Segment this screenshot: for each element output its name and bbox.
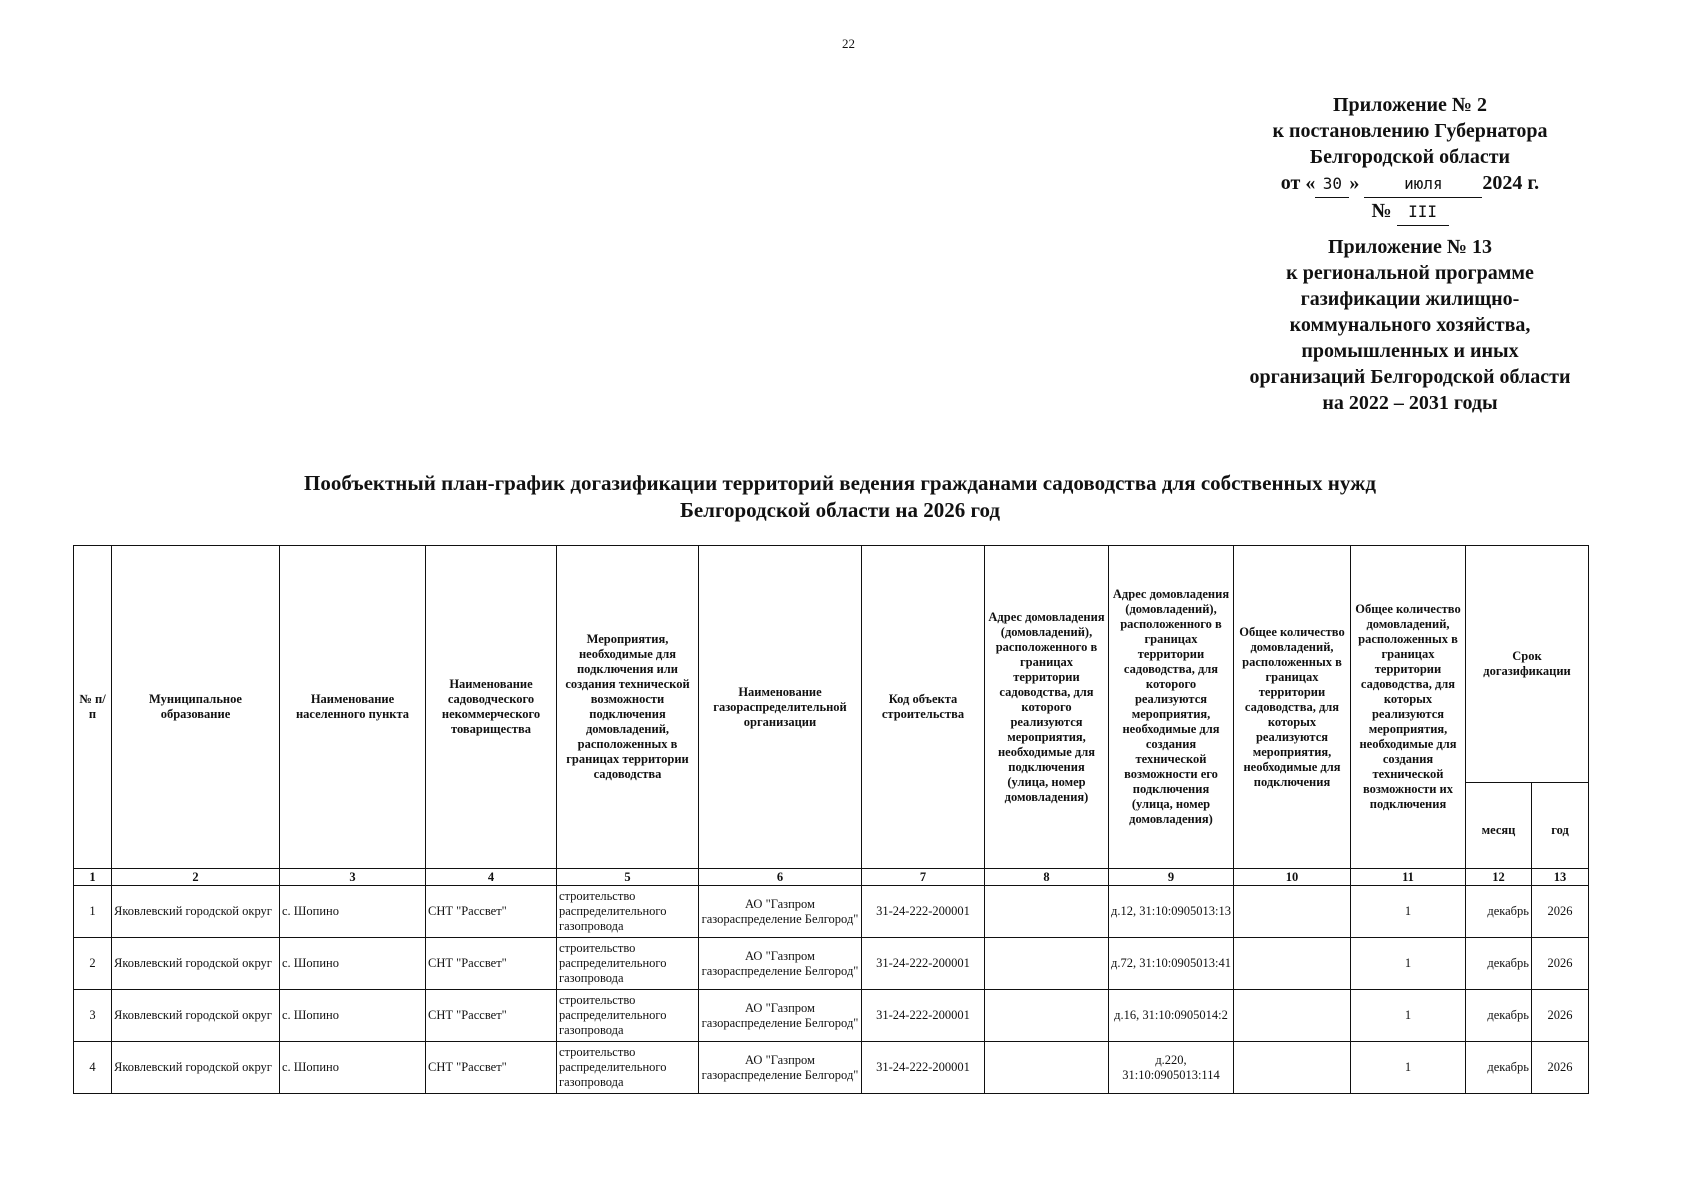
column-number: 1 xyxy=(74,869,112,886)
header-code: Код объекта строительства xyxy=(862,546,985,869)
appendix-date xyxy=(1200,170,1620,198)
column-number: 4 xyxy=(426,869,557,886)
column-number: 7 xyxy=(862,869,985,886)
appendix-line: к постановлению Губернатора xyxy=(1272,120,1548,142)
cell-code: 31-24-222-200001 xyxy=(862,990,985,1042)
title-line-2: Белгородской области на 2026 год xyxy=(679,498,1001,522)
cell-address-tech: д.220, 31:10:0905013:114 xyxy=(1109,1042,1234,1094)
cell-settlement: с. Шопино xyxy=(280,1042,426,1094)
cell-settlement: с. Шопино xyxy=(280,938,426,990)
header-address-tech: Адрес домовладения (домовладений), расположенного в границах территории садоводства, для которого реализуются мероприятия, необходимые для создания технической возможности его подключения (улица, номер домовладения) xyxy=(1109,546,1234,869)
header-total-tech: Общее количество домовладений, расположенных в границах территории садоводства, для которых реализуются мероприятия, необходимые для создания технической возможности их подключения xyxy=(1351,546,1466,869)
header-address-connect: Адрес домовладения (домовладений), расположенного в границах территории садоводства, для которого реализуются мероприятия, необходимые для подключения (улица, номер домовладения) xyxy=(985,546,1109,869)
column-number: 10 xyxy=(1234,869,1351,886)
header-deadline: Срок догазификации xyxy=(1466,546,1589,783)
cell-code: 31-24-222-200001 xyxy=(862,938,985,990)
header-month: месяц xyxy=(1466,783,1532,869)
cell-address-connect xyxy=(985,938,1109,990)
appendix-title: Приложение № 2 xyxy=(1332,94,1488,116)
cell-gas-org: АО "Газпром газораспределение Белгород" xyxy=(699,1042,862,1094)
cell-snt: СНТ "Рассвет" xyxy=(426,1042,557,1094)
cell-municipality: Яковлевский городской округ xyxy=(112,1042,280,1094)
cell-month: декабрь xyxy=(1466,938,1532,990)
cell-address-tech: д.72, 31:10:0905013:41 xyxy=(1109,938,1234,990)
title-line-1: Пообъектный план-график догазификации территорий ведения гражданами садоводства для собственных нужд xyxy=(304,471,1376,495)
cell-measures: строительство распределительного газопровода xyxy=(557,938,699,990)
cell-month: декабрь xyxy=(1466,1042,1532,1094)
header-measures: Мероприятия, необходимые для подключения или создания технической возможности подключения домовладений, расположенных в границах территории садоводства xyxy=(557,546,699,869)
cell-total-tech: 1 xyxy=(1351,886,1466,938)
cell-num: 2 xyxy=(74,938,112,990)
date-prefix: от « xyxy=(1280,172,1316,194)
header-row xyxy=(74,546,1589,783)
column-number: 6 xyxy=(699,869,862,886)
cell-municipality: Яковлевский городской округ xyxy=(112,886,280,938)
cell-measures: строительство распределительного газопровода xyxy=(557,1042,699,1094)
header-municipality: Муниципальное образование xyxy=(112,546,280,869)
column-number: 8 xyxy=(985,869,1109,886)
cell-total-connect xyxy=(1234,990,1351,1042)
cell-gas-org: АО "Газпром газораспределение Белгород" xyxy=(699,938,862,990)
number-value: III xyxy=(1397,199,1449,226)
column-number-row xyxy=(74,869,1589,886)
program-line: к региональной программе xyxy=(1286,262,1534,284)
cell-address-tech: д.12, 31:10:0905013:13 xyxy=(1109,886,1234,938)
number-prefix: № xyxy=(1371,200,1392,222)
program-line: промышленных и иных xyxy=(1301,340,1519,362)
cell-address-connect xyxy=(985,1042,1109,1094)
cell-month: декабрь xyxy=(1466,990,1532,1042)
program-line: газификации жилищно- xyxy=(1300,288,1520,310)
date-mid: » xyxy=(1349,172,1360,194)
cell-total-tech: 1 xyxy=(1351,990,1466,1042)
page-number: 22 xyxy=(842,36,855,51)
cell-address-tech: д.16, 31:10:0905014:2 xyxy=(1109,990,1234,1042)
document-title xyxy=(200,470,1480,524)
cell-measures: строительство распределительного газопровода xyxy=(557,990,699,1042)
cell-year: 2026 xyxy=(1532,886,1589,938)
cell-total-connect xyxy=(1234,1042,1351,1094)
cell-snt: СНТ "Рассвет" xyxy=(426,886,557,938)
gasification-schedule-table xyxy=(73,545,1589,1094)
cell-year: 2026 xyxy=(1532,1042,1589,1094)
column-number: 2 xyxy=(112,869,280,886)
column-number: 5 xyxy=(557,869,699,886)
cell-month: декабрь xyxy=(1466,886,1532,938)
cell-measures: строительство распределительного газопровода xyxy=(557,886,699,938)
header-total-connect: Общее количество домовладений, расположенных в границах территории садоводства, для которых реализуются мероприятия, необходимые для подключения xyxy=(1234,546,1351,869)
cell-municipality: Яковлевский городской округ xyxy=(112,938,280,990)
program-line: организаций Белгородской области xyxy=(1249,366,1571,388)
column-number: 3 xyxy=(280,869,426,886)
cell-total-connect xyxy=(1234,886,1351,938)
table-row xyxy=(74,990,1589,1042)
table-row xyxy=(74,886,1589,938)
table-row xyxy=(74,938,1589,990)
cell-gas-org: АО "Газпром газораспределение Белгород" xyxy=(699,886,862,938)
appendix-block xyxy=(1200,92,1620,416)
header-settlement: Наименование населенного пункта xyxy=(280,546,426,869)
program-line: коммунального хозяйства, xyxy=(1289,314,1531,336)
cell-settlement: с. Шопино xyxy=(280,990,426,1042)
program-line: на 2022 – 2031 годы xyxy=(1322,392,1498,414)
cell-num: 1 xyxy=(74,886,112,938)
date-month: июля xyxy=(1364,171,1482,198)
cell-snt: СНТ "Рассвет" xyxy=(426,938,557,990)
cell-num: 3 xyxy=(74,990,112,1042)
header-year: год xyxy=(1532,783,1589,869)
cell-code: 31-24-222-200001 xyxy=(862,1042,985,1094)
cell-municipality: Яковлевский городской округ xyxy=(112,990,280,1042)
column-number: 13 xyxy=(1532,869,1589,886)
column-number: 9 xyxy=(1109,869,1234,886)
column-number: 12 xyxy=(1466,869,1532,886)
cell-total-tech: 1 xyxy=(1351,938,1466,990)
cell-code: 31-24-222-200001 xyxy=(862,886,985,938)
cell-total-connect xyxy=(1234,938,1351,990)
header-num: № п/п xyxy=(74,546,112,869)
appendix-number xyxy=(1200,198,1620,226)
table-row xyxy=(74,1042,1589,1094)
program-title: Приложение № 13 xyxy=(1327,236,1493,258)
cell-year: 2026 xyxy=(1532,938,1589,990)
cell-gas-org: АО "Газпром газораспределение Белгород" xyxy=(699,990,862,1042)
cell-num: 4 xyxy=(74,1042,112,1094)
cell-address-connect xyxy=(985,990,1109,1042)
cell-settlement: с. Шопино xyxy=(280,886,426,938)
date-day: 30 xyxy=(1315,171,1349,198)
column-number: 11 xyxy=(1351,869,1466,886)
appendix-line: Белгородской области xyxy=(1309,146,1511,168)
date-year: 2024 г. xyxy=(1482,172,1540,194)
cell-year: 2026 xyxy=(1532,990,1589,1042)
cell-address-connect xyxy=(985,886,1109,938)
header-snt: Наименование садоводческого некоммерческого товарищества xyxy=(426,546,557,869)
cell-snt: СНТ "Рассвет" xyxy=(426,990,557,1042)
cell-total-tech: 1 xyxy=(1351,1042,1466,1094)
header-gas-org: Наименование газораспределительной организации xyxy=(699,546,862,869)
